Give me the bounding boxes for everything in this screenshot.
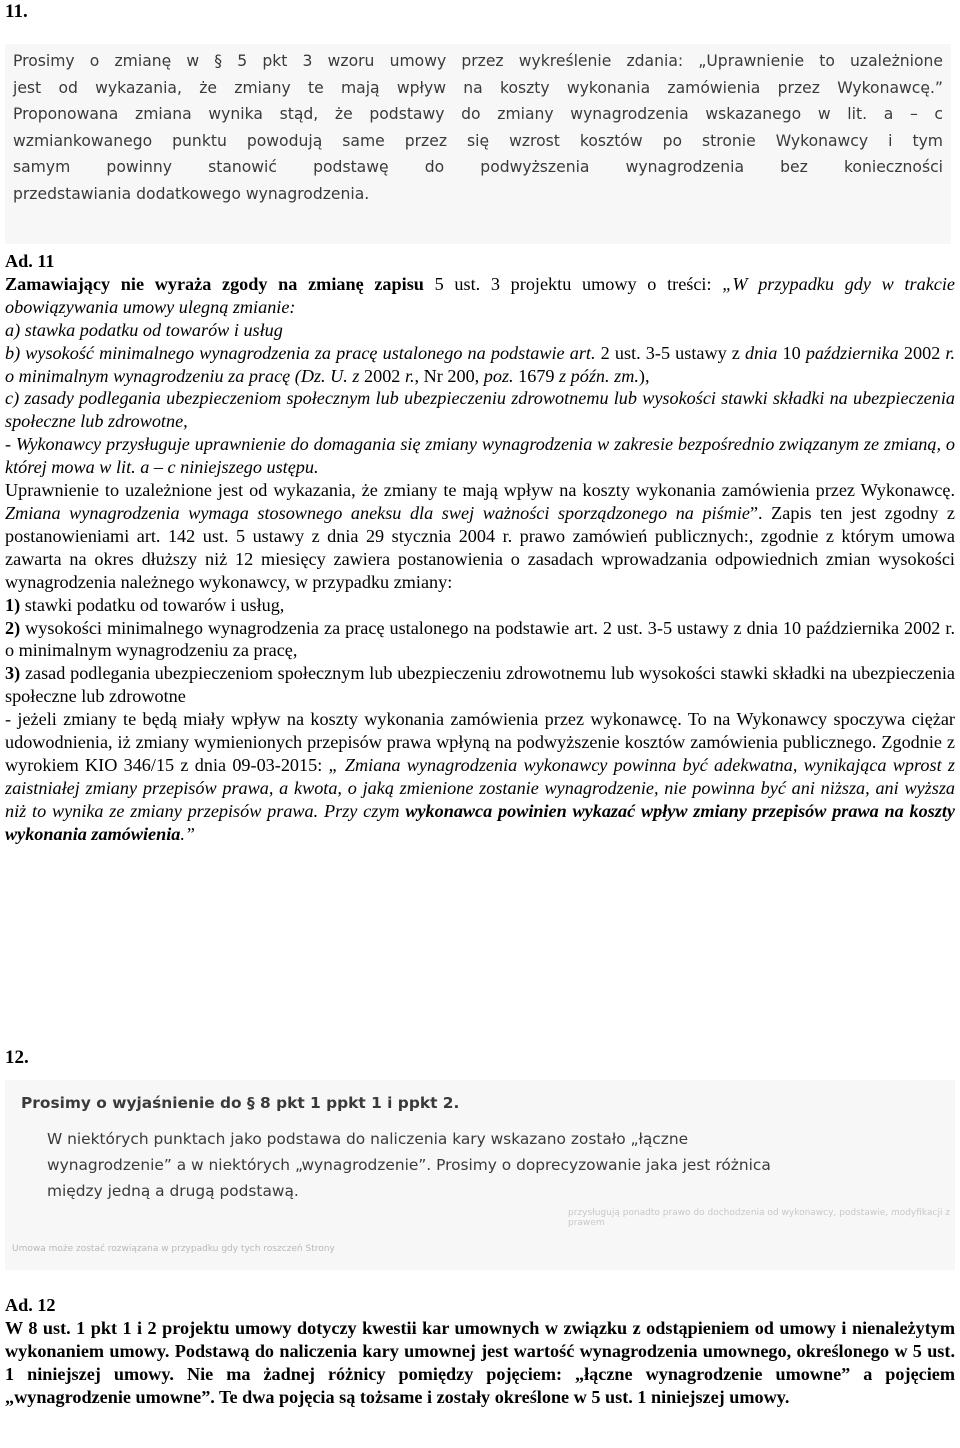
question-11-line: samym powinny stanowić podstawę do podwyższenia wynagrodzenia bez konieczności (13, 158, 943, 177)
answer-11-list-1: 1) stawki podatku od towarów i usług, (5, 594, 285, 615)
item-number-12: 12. (5, 1047, 29, 1068)
item-number-11: 11. (5, 1, 28, 22)
question-11-line: przedstawiania dodatkowego wynagrodzenia. (13, 184, 370, 203)
question-11-line: wzmiankowanego punktu powodują same przez się wzrost kosztów po stronie Wykonawcy i tym (13, 131, 943, 150)
answer-12-body: W 8 ust. 1 pkt 1 i 2 projektu umowy dotyczy kwestii kar umownych w związku z odstąpieniem od umowy i nienależytym wykonaniem umowy. Podstawą do naliczenia kary umownej jest wartość wynagrodzenia umownego, określonego w 5 ust. 1 niniejszej umowy. Nie ma żadnej różnicy pomiędzy pojęciem: „łączne wynagrodzenie umowne” a pojęciem „wynagrodzenie umowne”. Te dwa pojęcia są tożsame i zostały określone w 5 ust. 1 niniejszej umowy. (5, 1317, 955, 1407)
answer-11-paragraph: Uprawnienie to uzależnione jest od wykazania, że zmiany te mają wpływ na koszty wykonania zamówienia przez Wykonawcę. Zmiana wynagrodzenia wymaga stosownego aneksu dla swej ważności sporządzonego na piśmie”. Zapis ten jest zgodny z postanowieniami art. 142 ust. 5 ustawy z dnia 29 stycznia 2004 r. prawo zamówień publicznych:, zgodnie z którym umowa zawarta na okres dłuższy niż 12 miesięcy zawiera postanowienia o zasadach wprowadzania odpowiednich zmian wysokości wynagrodzenia należnego wykonawcy, w przypadku zmiany: (5, 480, 955, 592)
question-11-line: jest od wykazania, że zmiany te mają wpływ na koszty wykonania zamówienia przez Wykonawcę.” (13, 78, 943, 97)
scan-faint-text: przysługują ponadto prawo do dochodzenia od wykonawcy, podstawie, modyfikacji z prawem (568, 1208, 951, 1228)
question-12-title: Prosimy o wyjaśnienie do § 8 pkt 1 ppkt 1 i ppkt 2. (21, 1094, 460, 1112)
answer-11-item-c: c) zasady podlegania ubezpieczeniom społecznym lub ubezpieczeniu zdrowotnemu lub wysokości stawki składki na ubezpieczenia społeczne lub zdrowotne, (5, 388, 955, 432)
answer-11-conclusion: - jeżeli zmiany te będą miały wpływ na koszty wykonania zamówienia przez wykonawcę. To na Wykonawcy spoczywa ciężar udowodnienia, iż zmiany wymienionych przepisów prawa wpłyną na podwyższenie kosztów zamówienia publicznego. Zgodnie z wyrokiem KIO 346/15 z dnia 09-03-2015: „ Zmiana wynagrodzenia wykonawcy powinna być adekwatna, wynikająca wprost z zaistniałej zmiany przepisów prawa, a kwota, o jaką zmienione zostanie wynagrodzenie, nie powinna być ani niższa, ani wyższa niż to wynika ze zmiany przepisów prawa. Przy czym wykonawca powinien wykazać wpływ zmiany przepisów prawa na koszty wykonania zamówienia.” (5, 709, 955, 844)
answer-11-item-d: - Wykonawcy przysługuje uprawnienie do domagania się zmiany wynagrodzenia w zakresie bezpośrednio związanym ze zmianą, o której mowa w lit. a – c niniejszego ustępu. (5, 434, 955, 478)
question-11-line: Proponowana zmiana wynika stąd, że podstawy do zmiany wynagrodzenia wskazanego w lit. a – c (13, 105, 943, 124)
answer-11-item-b: b) wysokość minimalnego wynagrodzenia za pracę ustalonego na podstawie art. 2 ust. 3-5 ustawy z dnia 10 października 2002 r. o minimalnym wynagrodzeniu za pracę (Dz. U. z 2002 r., Nr 200, poz. 1679 z późn. zm.), (5, 342, 956, 386)
question-12-line: W niektórych punktach jako podstawa do naliczenia kary wskazano zostało „łączne (47, 1130, 689, 1148)
answer-12-heading: Ad. 12 (5, 1295, 56, 1315)
question-12-line: wynagrodzenie” a w niektórych „wynagrodzenie”. Prosimy o doprecyzowanie jaka jest różnica (47, 1156, 771, 1174)
answer-11-list-3: 3) zasad podlegania ubezpieczeniom społecznym lub ubezpieczeniu zdrowotnemu lub wysokości stawki składki na ubezpieczenia społeczne lub zdrowotne (5, 663, 955, 707)
question-12-scan (5, 1080, 955, 1270)
scan-faint-text: Umowa może zostać rozwiązana w przypadku gdy tych roszczeń Strony (12, 1244, 335, 1254)
answer-11-item-a: a) stawka podatku od towarów i usług (5, 319, 283, 340)
answer-12 (5, 1294, 955, 1409)
answer-11 (5, 250, 955, 846)
answer-11-heading: Ad. 11 (5, 251, 55, 271)
question-12-line: między jedną a drugą podstawą. (47, 1182, 299, 1200)
question-11-scan (5, 44, 951, 244)
answer-11-list-2: 2) wysokości minimalnego wynagrodzenia za pracę ustalonego na podstawie art. 2 ust. 3-5 ustawy z dnia 10 października 2002 r. o minimalnym wynagrodzeniu za pracę, (5, 617, 955, 661)
answer-11-intro: Zamawiający nie wyraża zgody na zmianę zapisu 5 ust. 3 projektu umowy o treści: „W przypadku gdy w trakcie obowiązywania umowy ulegną zmianie: (5, 273, 955, 317)
question-11-line: Prosimy o zmianę w § 5 pkt 3 wzoru umowy przez wykreślenie zdania: „Uprawnienie to uzależnione (13, 52, 943, 70)
